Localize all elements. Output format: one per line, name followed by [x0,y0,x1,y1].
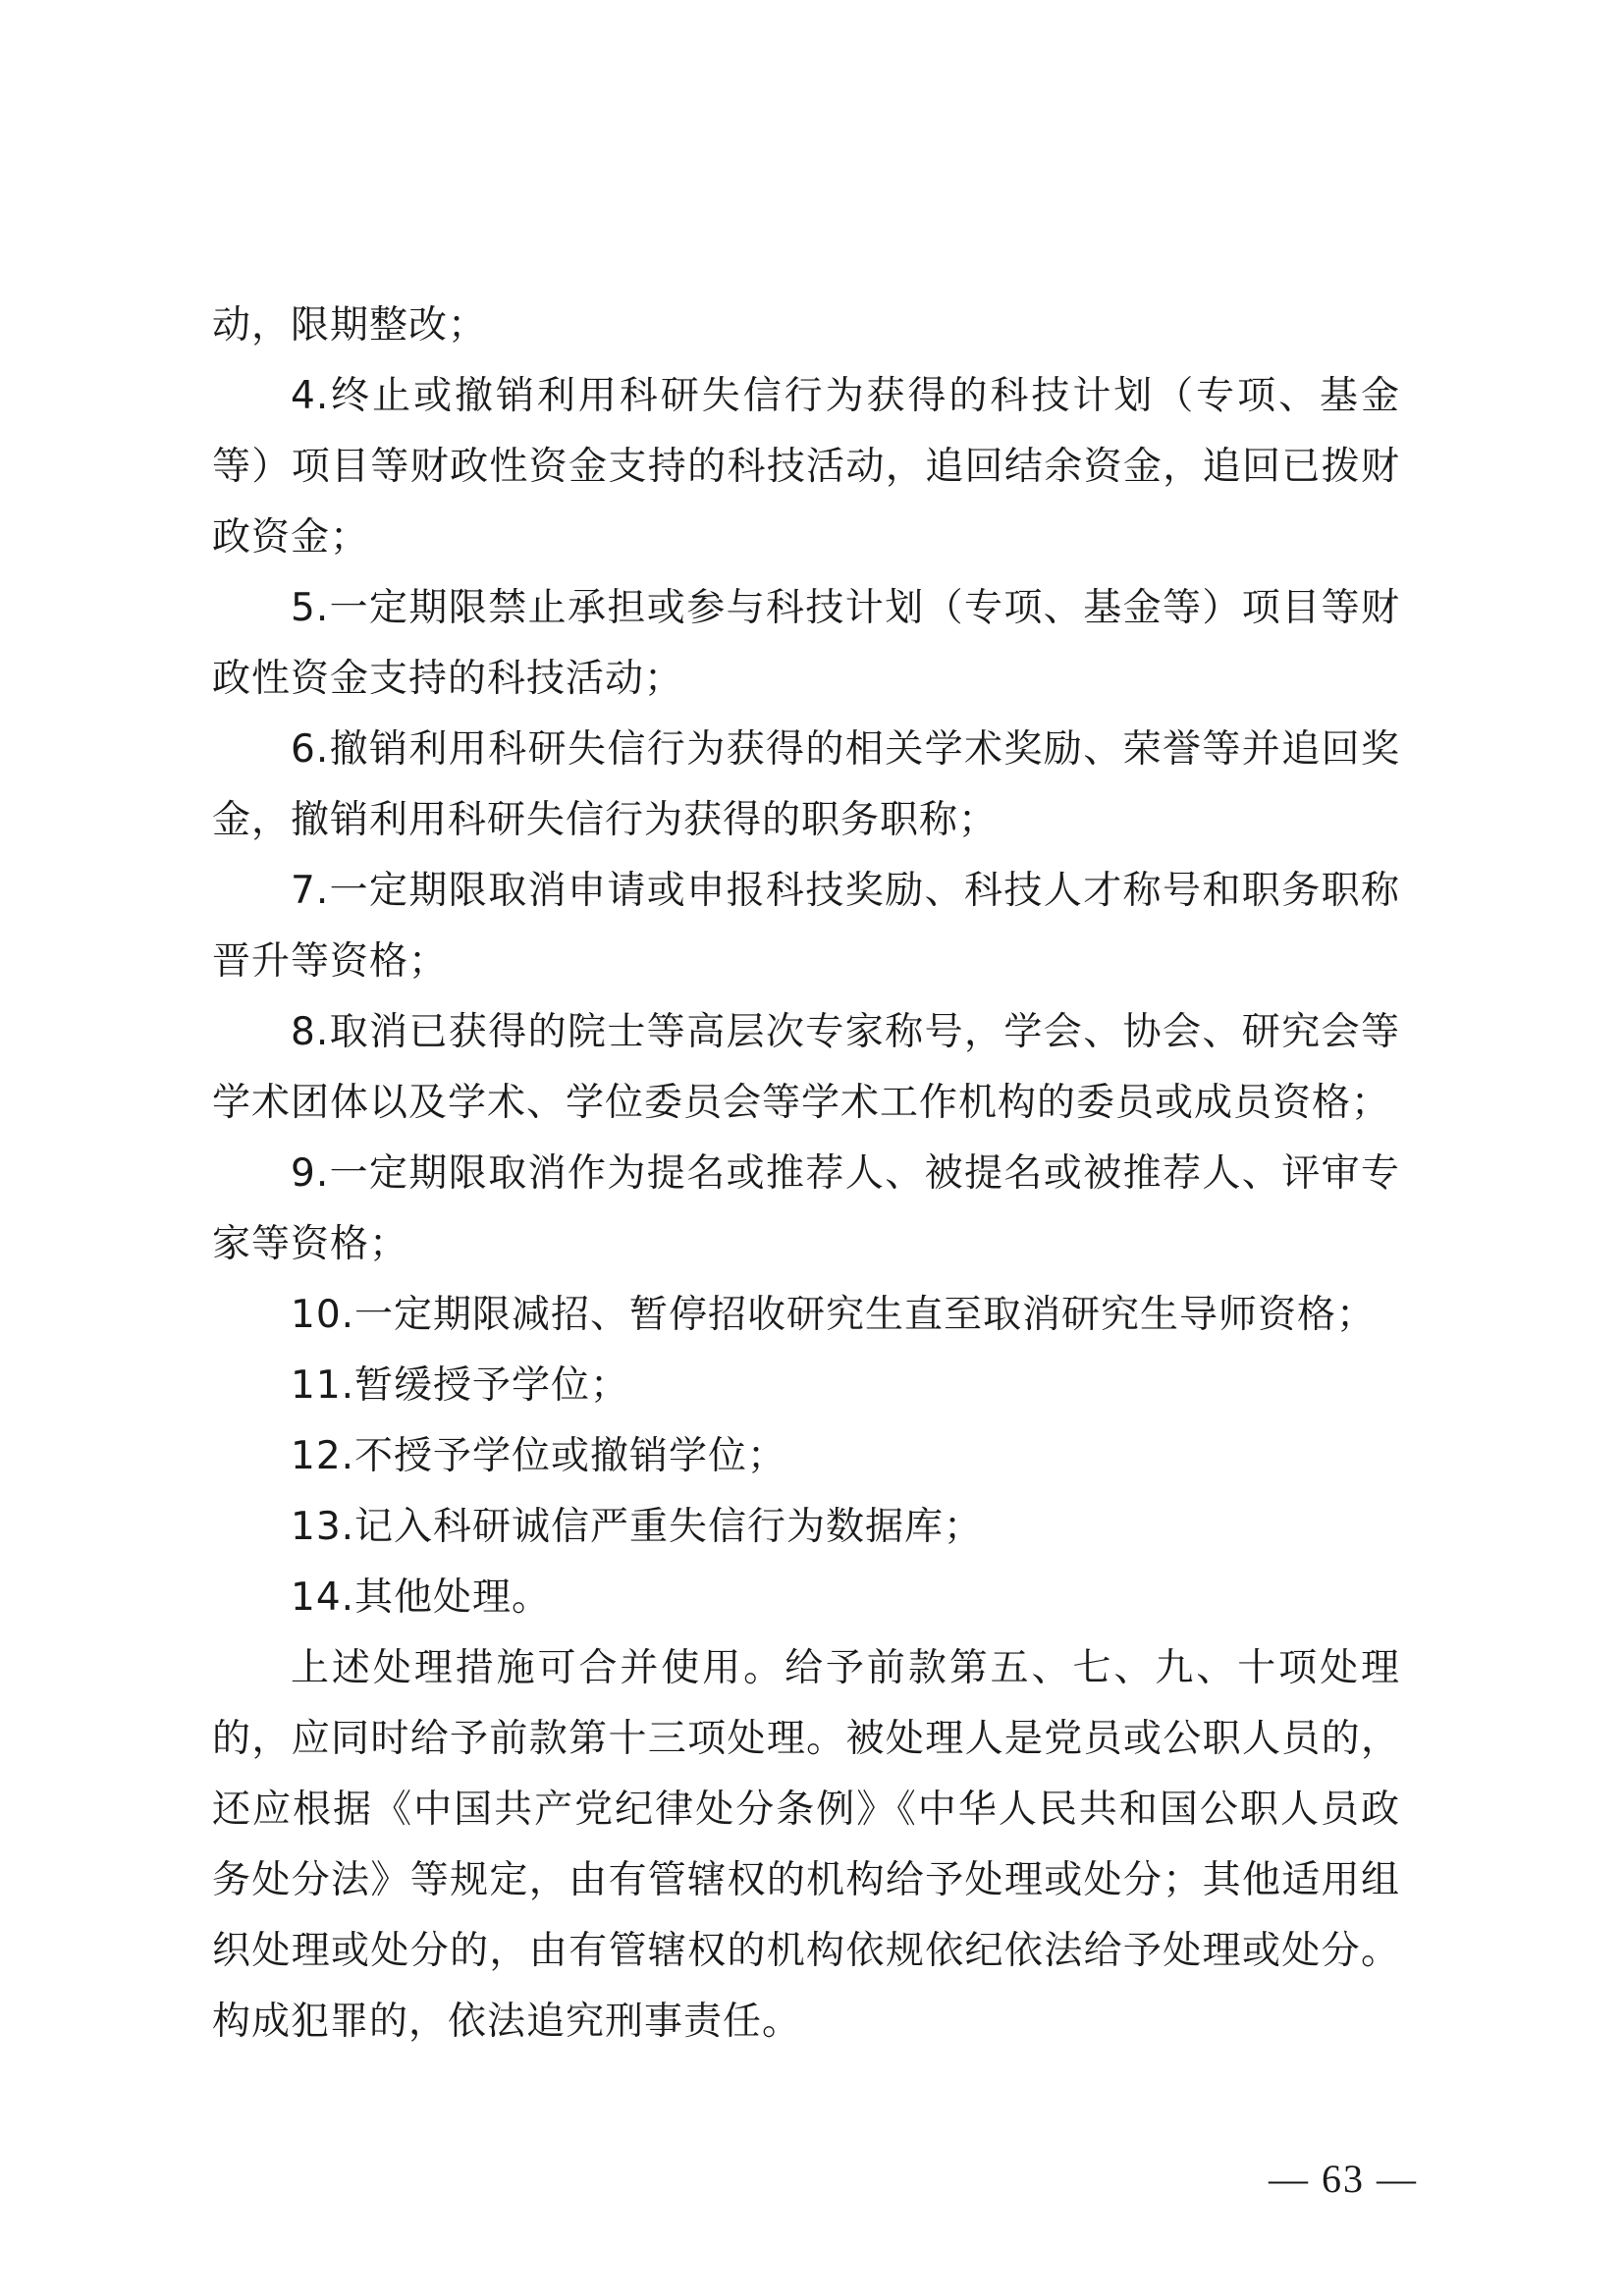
page-number: — 63 — [1269,2157,1418,2201]
paragraph-item-13: 13.记入科研诚信严重失信行为数据库； [291,1505,984,1549]
paragraph-item-7: 7.一定期限取消申请或申报科技奖励、科技人才称号和职务职称晋升等资格； [212,869,1400,984]
document-body [212,291,1400,2057]
paragraph-item-6: 6.撤销利用科研失信行为获得的相关学术奖励、荣誉等并追回奖金，撤销利用科研失信行为获得的职务职称； [212,727,1400,842]
paragraph-continuation: 动，限期整改； [212,303,488,347]
paragraph-item-4: 4.终止或撤销利用科研失信行为获得的科技计划（专项、基金等）项目等财政性资金支持的科技活动，追回结余资金，追回已拨财政资金； [212,374,1400,560]
paragraph-item-12: 12.不授予学位或撤销学位； [291,1434,787,1478]
paragraph-item-11: 11.暂缓授予学位； [291,1363,630,1408]
paragraph-item-10: 10.一定期限减招、暂停招收研究生直至取消研究生导师资格； [291,1293,1377,1337]
paragraph-summary: 上述处理措施可合并使用。给予前款第五、七、九、十项处理的，应同时给予前款第十三项处理。被处理人是党员或公职人员的，还应根据《中国共产党纪律处分条例》《中华人民共和国公职人员政务处分法》等规定，由有管辖权的机构给予处理或处分；其他适用组织处理或处分的，由有管辖权的机构依规依纪依法给予处理或处分。构成犯罪的，依法追究刑事责任。 [212,1646,1400,2044]
paragraph-item-5: 5.一定期限禁止承担或参与科技计划（专项、基金等）项目等财政性资金支持的科技活动； [212,586,1400,701]
paragraph-item-9: 9.一定期限取消作为提名或推荐人、被提名或被推荐人、评审专家等资格； [212,1151,1400,1266]
paragraph-item-8: 8.取消已获得的院士等高层次专家称号，学会、协会、研究会等学术团体以及学术、学位委员会等学术工作机构的委员或成员资格； [212,1010,1400,1125]
paragraph-item-14: 14.其他处理。 [291,1575,552,1620]
